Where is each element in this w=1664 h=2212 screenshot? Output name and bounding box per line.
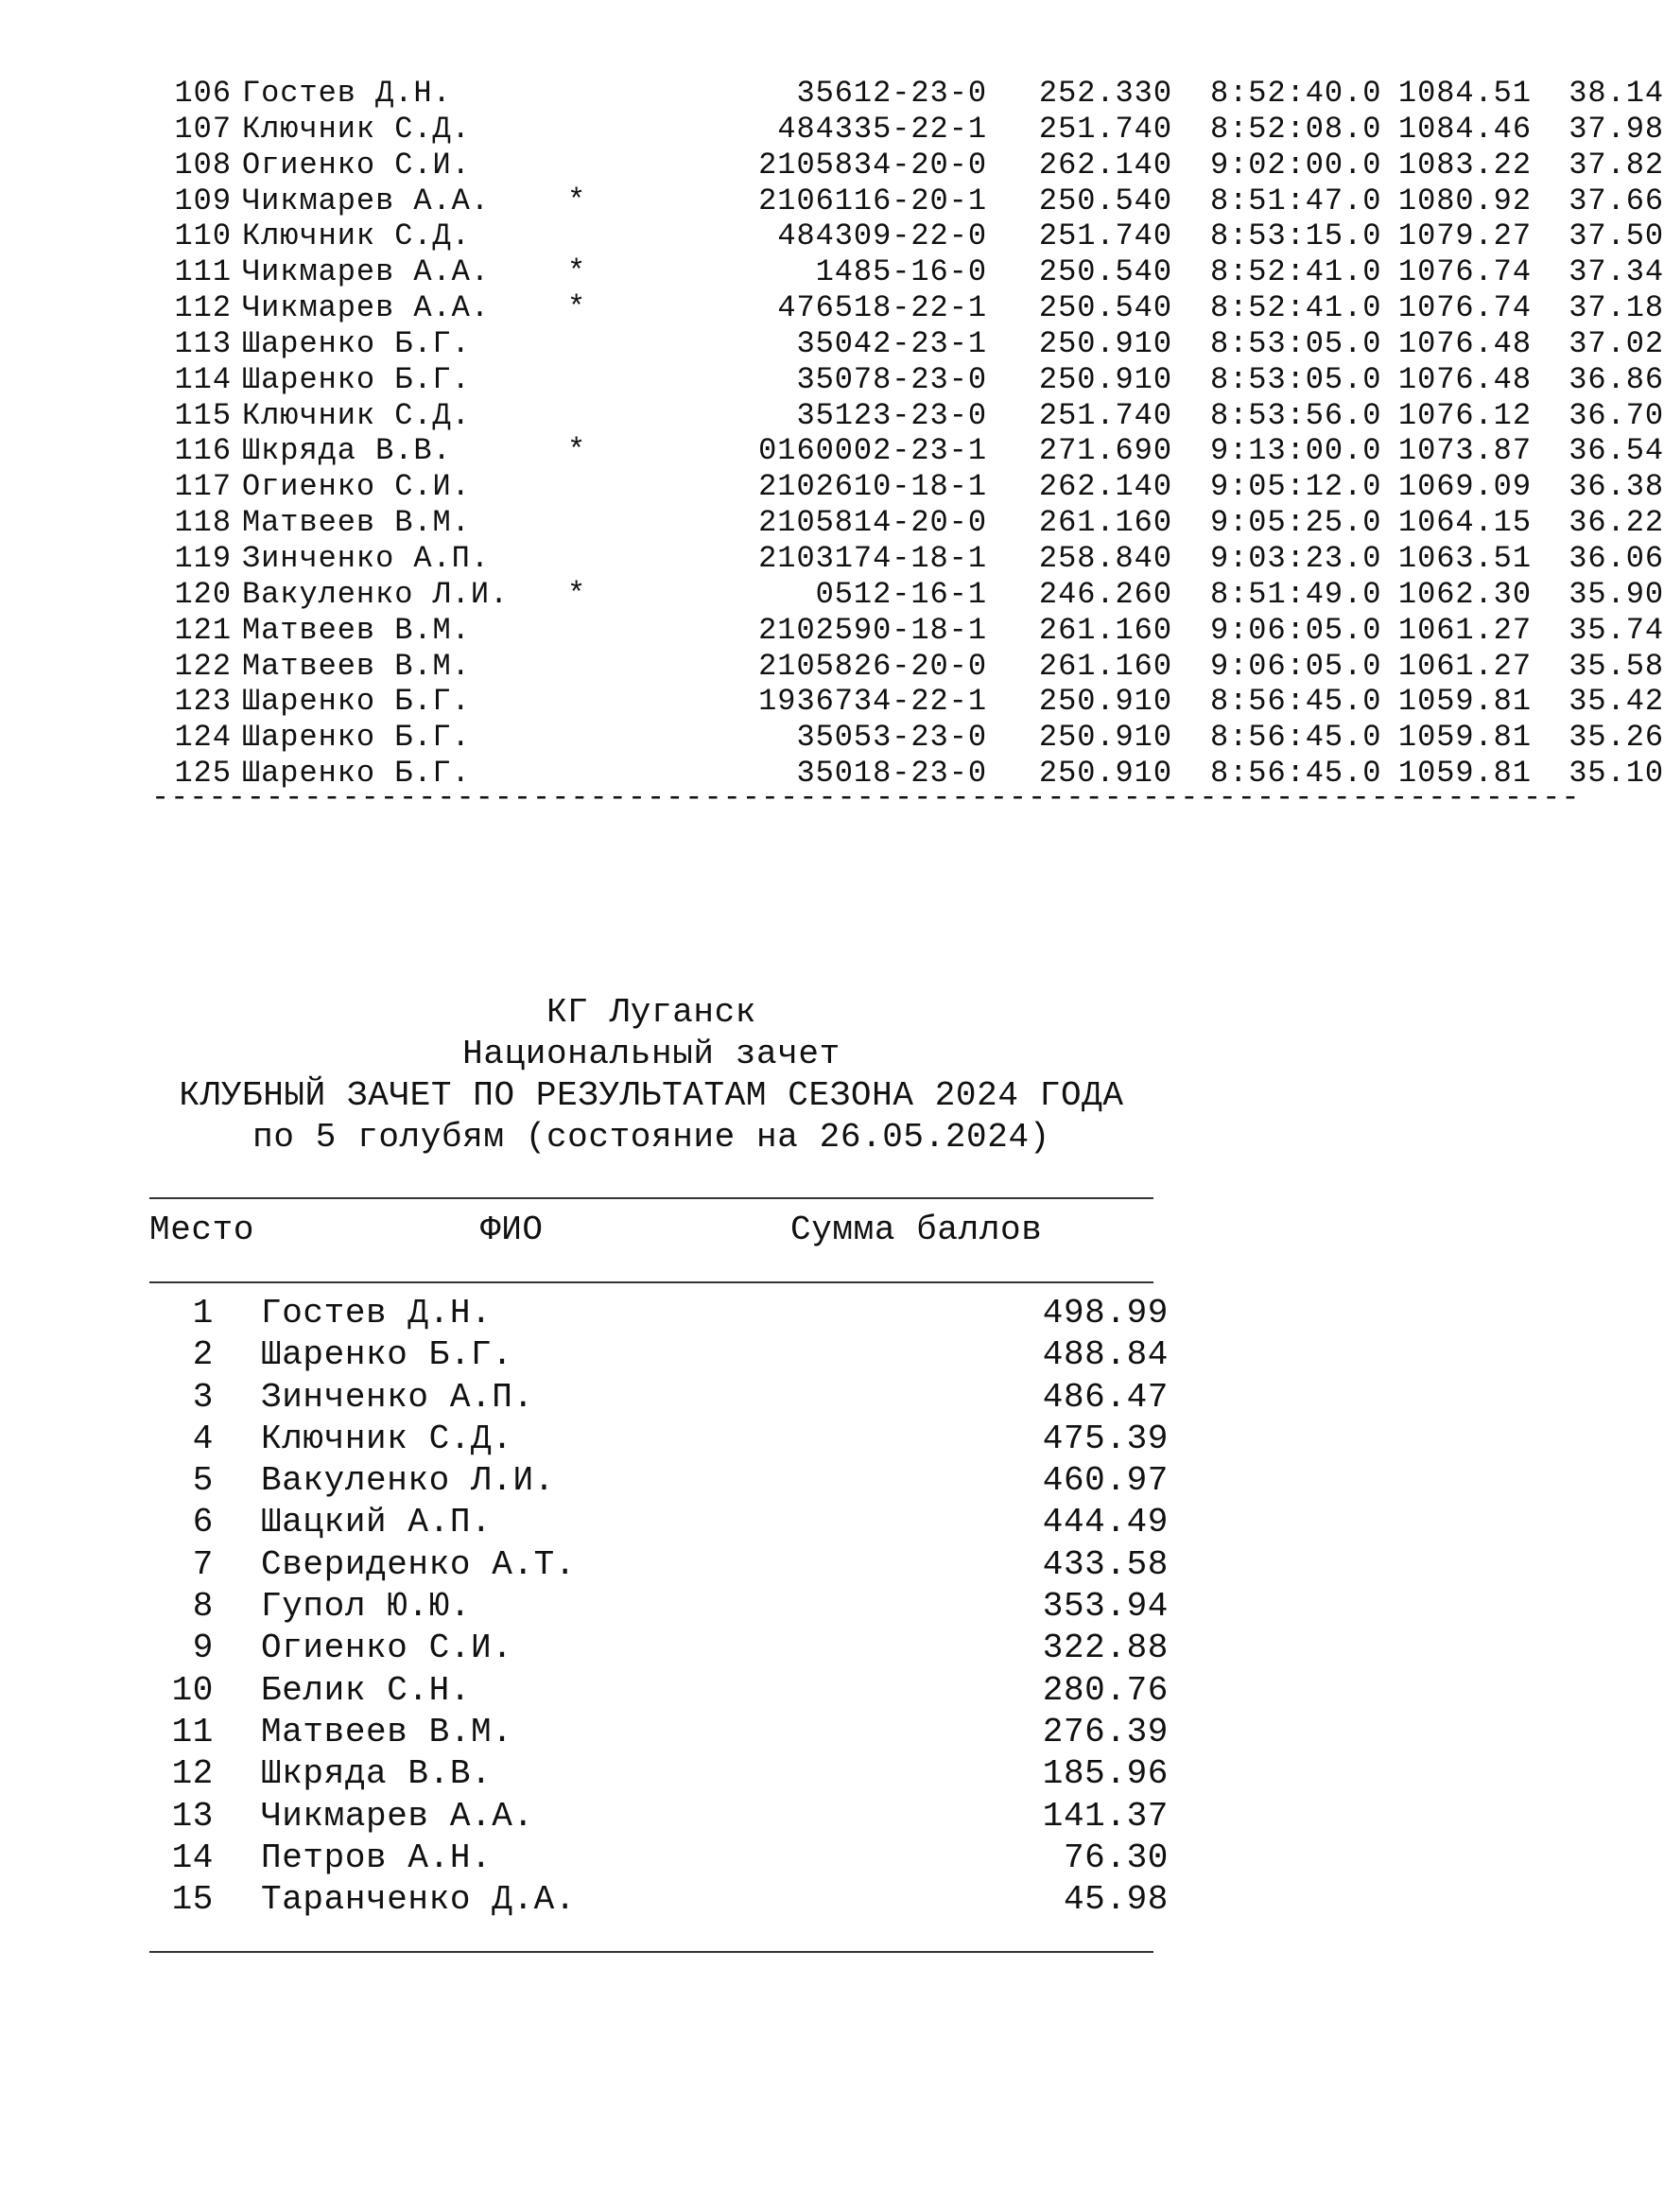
result-name: Гостев Д.Н. xyxy=(242,76,452,111)
result-name: Чикмарев А.А. xyxy=(242,290,490,326)
standings-row xyxy=(149,1754,1169,1796)
result-points: 37.02 xyxy=(1569,325,1664,361)
standings-row xyxy=(149,1629,1169,1670)
standings-name: Шкряда В.В. xyxy=(261,1754,493,1794)
standings-row xyxy=(149,1377,1169,1420)
result-ring: 1485-16-0 xyxy=(815,254,987,290)
standings-sum: 185.96 xyxy=(1042,1754,1169,1794)
result-ring: 35078-23-0 xyxy=(796,361,987,397)
result-name: Шаренко Б.Г. xyxy=(242,325,471,361)
result-ring: 2102610-18-1 xyxy=(758,469,987,505)
result-place: 121 xyxy=(174,612,232,648)
result-speed: 1076.12 xyxy=(1397,397,1532,433)
result-points: 37.98 xyxy=(1569,111,1664,147)
result-name: Шаренко Б.Г. xyxy=(242,684,471,720)
standings-name: Гупол Ю.Ю. xyxy=(261,1587,472,1627)
standings-sum: 486.47 xyxy=(1042,1377,1169,1417)
standings-name: Зинченко А.П. xyxy=(261,1377,534,1417)
results-separator: --------------------------------------------------------------------------- xyxy=(151,780,1581,815)
result-points: 38.14 xyxy=(1569,76,1664,111)
result-distance: 246.260 xyxy=(1038,576,1172,612)
result-ring: 35042-23-1 xyxy=(796,325,987,361)
standings-sum: 460.97 xyxy=(1042,1461,1169,1501)
standings-sum: 353.94 xyxy=(1042,1587,1169,1627)
result-distance: 250.910 xyxy=(1038,720,1172,756)
standings-sum: 76.30 xyxy=(1063,1838,1169,1877)
result-speed: 1069.09 xyxy=(1397,469,1532,505)
standings-place: 1 xyxy=(192,1294,214,1332)
standings-sum: 45.98 xyxy=(1063,1880,1169,1920)
result-place: 122 xyxy=(174,648,232,684)
result-mark: * xyxy=(567,290,587,326)
result-ring: 0160002-23-1 xyxy=(758,433,987,469)
standings-name: Шаренко Б.Г. xyxy=(261,1335,513,1375)
result-speed: 1062.30 xyxy=(1397,576,1532,612)
result-name: Ключник С.Д. xyxy=(242,397,471,433)
standings-row xyxy=(149,1335,1169,1377)
result-distance: 250.910 xyxy=(1038,361,1172,397)
result-name: Чикмарев А.А. xyxy=(242,183,490,218)
result-place: 118 xyxy=(174,505,232,541)
result-distance: 250.910 xyxy=(1038,325,1172,361)
result-speed: 1084.46 xyxy=(1397,111,1532,147)
result-distance: 271.690 xyxy=(1038,433,1172,469)
result-place: 123 xyxy=(174,684,232,720)
result-ring: 35018-23-0 xyxy=(796,756,987,792)
standings-name: Шацкий А.П. xyxy=(261,1503,493,1542)
standings-place: 11 xyxy=(171,1712,214,1751)
result-speed: 1061.27 xyxy=(1397,612,1532,648)
result-time: 9:06:05.0 xyxy=(1210,648,1382,684)
standings-sum: 488.84 xyxy=(1042,1335,1169,1375)
result-ring: 1936734-22-1 xyxy=(758,684,987,720)
header-bottom-rule xyxy=(149,1281,1153,1283)
result-speed: 1059.81 xyxy=(1397,684,1532,720)
standings-sum: 433.58 xyxy=(1042,1544,1169,1584)
standings-place: 9 xyxy=(192,1629,214,1668)
result-distance: 258.840 xyxy=(1038,540,1172,576)
standings-row xyxy=(149,1461,1169,1503)
result-ring: 2105814-20-0 xyxy=(758,505,987,541)
standings-place: 7 xyxy=(192,1544,214,1584)
result-place: 111 xyxy=(174,254,232,290)
result-points: 35.74 xyxy=(1569,612,1664,648)
result-time: 9:13:00.0 xyxy=(1210,433,1382,469)
standings-place: 4 xyxy=(192,1419,214,1458)
standings-sum: 280.76 xyxy=(1042,1670,1169,1710)
result-speed: 1080.92 xyxy=(1397,183,1532,218)
result-place: 120 xyxy=(174,576,232,612)
result-time: 8:56:45.0 xyxy=(1210,756,1382,792)
standings-bottom-rule xyxy=(149,1951,1153,1953)
result-name: Огиенко С.И. xyxy=(242,147,471,183)
standings-row xyxy=(149,1544,1169,1587)
result-speed: 1076.48 xyxy=(1397,325,1532,361)
header-name: ФИО xyxy=(480,1211,544,1249)
standings-place: 13 xyxy=(171,1796,214,1836)
club-name: КГ Луганск xyxy=(546,993,757,1032)
result-distance: 251.740 xyxy=(1038,218,1172,254)
standings-sum: 141.37 xyxy=(1042,1796,1169,1836)
standings-place: 5 xyxy=(192,1461,214,1501)
standings-place: 15 xyxy=(171,1880,214,1920)
result-place: 109 xyxy=(174,183,232,218)
result-time: 8:52:40.0 xyxy=(1210,76,1382,111)
result-distance: 250.910 xyxy=(1038,756,1172,792)
result-speed: 1059.81 xyxy=(1397,756,1532,792)
result-time: 9:03:23.0 xyxy=(1210,540,1382,576)
result-place: 110 xyxy=(174,218,232,254)
result-distance: 250.540 xyxy=(1038,183,1172,218)
result-distance: 250.910 xyxy=(1038,684,1172,720)
standings-place: 6 xyxy=(192,1503,214,1542)
result-ring: 2102590-18-1 xyxy=(758,612,987,648)
result-name: Чикмарев А.А. xyxy=(242,254,490,290)
result-points: 37.82 xyxy=(1569,147,1664,183)
standings-name: Белик С.Н. xyxy=(261,1670,472,1710)
result-points: 37.66 xyxy=(1569,183,1664,218)
result-points: 35.26 xyxy=(1569,720,1664,756)
result-mark: * xyxy=(567,433,587,469)
standings-table xyxy=(149,1294,1169,1922)
result-distance: 261.160 xyxy=(1038,648,1172,684)
result-ring: 2105826-20-0 xyxy=(758,648,987,684)
result-speed: 1061.27 xyxy=(1397,648,1532,684)
standings-row xyxy=(149,1796,1169,1838)
standings-row xyxy=(149,1670,1169,1713)
result-time: 8:53:15.0 xyxy=(1210,218,1382,254)
result-points: 37.34 xyxy=(1569,254,1664,290)
standings-name: Огиенко С.И. xyxy=(261,1629,513,1668)
result-time: 8:52:41.0 xyxy=(1210,290,1382,326)
standings-name: Матвеев В.М. xyxy=(261,1712,513,1751)
result-time: 8:53:56.0 xyxy=(1210,397,1382,433)
result-points: 37.50 xyxy=(1569,218,1664,254)
result-name: Матвеев В.М. xyxy=(242,612,471,648)
result-distance: 251.740 xyxy=(1038,111,1172,147)
result-time: 8:51:47.0 xyxy=(1210,183,1382,218)
result-place: 117 xyxy=(174,469,232,505)
result-speed: 1064.15 xyxy=(1397,505,1532,541)
result-ring: 35612-23-0 xyxy=(796,76,987,111)
result-name: Матвеев В.М. xyxy=(242,648,471,684)
result-speed: 1083.22 xyxy=(1397,147,1532,183)
result-place: 116 xyxy=(174,433,232,469)
result-points: 36.54 xyxy=(1569,433,1664,469)
result-ring: 35053-23-0 xyxy=(796,720,987,756)
standings-row xyxy=(149,1419,1169,1461)
result-time: 8:52:41.0 xyxy=(1210,254,1382,290)
standings-name: Таранченко Д.А. xyxy=(261,1880,577,1920)
result-time: 9:06:05.0 xyxy=(1210,612,1382,648)
standings-sum: 475.39 xyxy=(1042,1419,1169,1458)
result-points: 36.06 xyxy=(1569,540,1664,576)
result-time: 8:51:49.0 xyxy=(1210,576,1382,612)
result-name: Ключник С.Д. xyxy=(242,218,471,254)
standings-row xyxy=(149,1294,1169,1335)
result-name: Матвеев В.М. xyxy=(242,505,471,541)
result-place: 113 xyxy=(174,325,232,361)
result-place: 114 xyxy=(174,361,232,397)
standings-row xyxy=(149,1587,1169,1629)
standings-place: 14 xyxy=(171,1838,214,1877)
result-distance: 252.330 xyxy=(1038,76,1172,111)
standings-subtitle: Национальный зачет xyxy=(462,1035,841,1073)
result-distance: 250.540 xyxy=(1038,290,1172,326)
standings-note: по 5 голубям (состояние на 26.05.2024) xyxy=(252,1118,1050,1157)
result-name: Шаренко Б.Г. xyxy=(242,720,471,756)
result-points: 35.10 xyxy=(1569,756,1664,792)
header-sum: Сумма баллов xyxy=(790,1211,1043,1249)
standings-row xyxy=(149,1880,1169,1922)
result-name: Ключник С.Д. xyxy=(242,111,471,147)
standings-row xyxy=(149,1712,1169,1754)
standings-row xyxy=(149,1838,1169,1880)
result-ring: 476518-22-1 xyxy=(777,290,987,326)
result-distance: 262.140 xyxy=(1038,147,1172,183)
result-speed: 1073.87 xyxy=(1397,433,1532,469)
result-ring: 0512-16-1 xyxy=(815,576,987,612)
result-time: 8:56:45.0 xyxy=(1210,684,1382,720)
result-speed: 1076.48 xyxy=(1397,361,1532,397)
result-points: 36.70 xyxy=(1569,397,1664,433)
standings-name: Гостев Д.Н. xyxy=(261,1294,493,1332)
result-name: Шаренко Б.Г. xyxy=(242,756,471,792)
result-points: 35.90 xyxy=(1569,576,1664,612)
result-place: 115 xyxy=(174,397,232,433)
result-distance: 262.140 xyxy=(1038,469,1172,505)
result-points: 35.58 xyxy=(1569,648,1664,684)
result-place: 125 xyxy=(174,756,232,792)
result-points: 37.18 xyxy=(1569,290,1664,326)
result-speed: 1079.27 xyxy=(1397,218,1532,254)
result-points: 36.22 xyxy=(1569,505,1664,541)
result-distance: 251.740 xyxy=(1038,397,1172,433)
standings-place: 8 xyxy=(192,1587,214,1627)
standings-sum: 276.39 xyxy=(1042,1712,1169,1751)
result-name: Зинченко А.П. xyxy=(242,540,490,576)
result-mark: * xyxy=(567,576,587,612)
result-ring: 35123-23-0 xyxy=(796,397,987,433)
result-name: Огиенко С.И. xyxy=(242,469,471,505)
result-place: 107 xyxy=(174,111,232,147)
result-ring: 484309-22-0 xyxy=(777,218,987,254)
result-place: 106 xyxy=(174,76,232,111)
result-place: 108 xyxy=(174,147,232,183)
result-ring: 2105834-20-0 xyxy=(758,147,987,183)
header-place: Место xyxy=(149,1211,255,1249)
standings-sum: 498.99 xyxy=(1042,1294,1169,1332)
standings-place: 12 xyxy=(171,1754,214,1794)
result-speed: 1076.74 xyxy=(1397,254,1532,290)
standings-place: 10 xyxy=(171,1670,214,1710)
result-speed: 1059.81 xyxy=(1397,720,1532,756)
result-time: 8:52:08.0 xyxy=(1210,111,1382,147)
result-name: Шаренко Б.Г. xyxy=(242,361,471,397)
result-time: 9:05:12.0 xyxy=(1210,469,1382,505)
result-time: 9:02:00.0 xyxy=(1210,147,1382,183)
result-distance: 250.540 xyxy=(1038,254,1172,290)
result-place: 124 xyxy=(174,720,232,756)
standings-sum: 444.49 xyxy=(1042,1503,1169,1542)
standings-name: Вакуленко Л.И. xyxy=(261,1461,555,1501)
result-points: 36.86 xyxy=(1569,361,1664,397)
header-top-rule xyxy=(149,1197,1153,1199)
result-time: 8:56:45.0 xyxy=(1210,720,1382,756)
standings-name: Ключник С.Д. xyxy=(261,1419,513,1458)
result-time: 8:53:05.0 xyxy=(1210,325,1382,361)
result-distance: 261.160 xyxy=(1038,505,1172,541)
standings-name: Чикмарев А.А. xyxy=(261,1796,534,1836)
standings-place: 2 xyxy=(192,1335,214,1375)
standings-name: Свериденко А.Т. xyxy=(261,1544,577,1584)
result-points: 36.38 xyxy=(1569,469,1664,505)
result-time: 9:05:25.0 xyxy=(1210,505,1382,541)
standings-sum: 322.88 xyxy=(1042,1629,1169,1668)
standings-title: КЛУБНЫЙ ЗАЧЕТ ПО РЕЗУЛЬТАТАМ СЕЗОНА 2024 ГОДА xyxy=(179,1076,1124,1115)
result-time: 8:53:05.0 xyxy=(1210,361,1382,397)
result-ring: 2106116-20-1 xyxy=(758,183,987,218)
standings-name: Петров А.Н. xyxy=(261,1838,493,1877)
standings-place: 3 xyxy=(192,1377,214,1417)
result-distance: 261.160 xyxy=(1038,612,1172,648)
result-mark: * xyxy=(567,183,587,218)
result-speed: 1063.51 xyxy=(1397,540,1532,576)
result-name: Шкряда В.В. xyxy=(242,433,452,469)
result-place: 119 xyxy=(174,540,232,576)
result-mark: * xyxy=(567,254,587,290)
result-ring: 484335-22-1 xyxy=(777,111,987,147)
result-ring: 2103174-18-1 xyxy=(758,540,987,576)
result-speed: 1076.74 xyxy=(1397,290,1532,326)
standings-row xyxy=(149,1503,1169,1544)
result-speed: 1084.51 xyxy=(1397,76,1532,111)
result-place: 112 xyxy=(174,290,232,326)
result-name: Вакуленко Л.И. xyxy=(242,576,510,612)
result-points: 35.42 xyxy=(1569,684,1664,720)
